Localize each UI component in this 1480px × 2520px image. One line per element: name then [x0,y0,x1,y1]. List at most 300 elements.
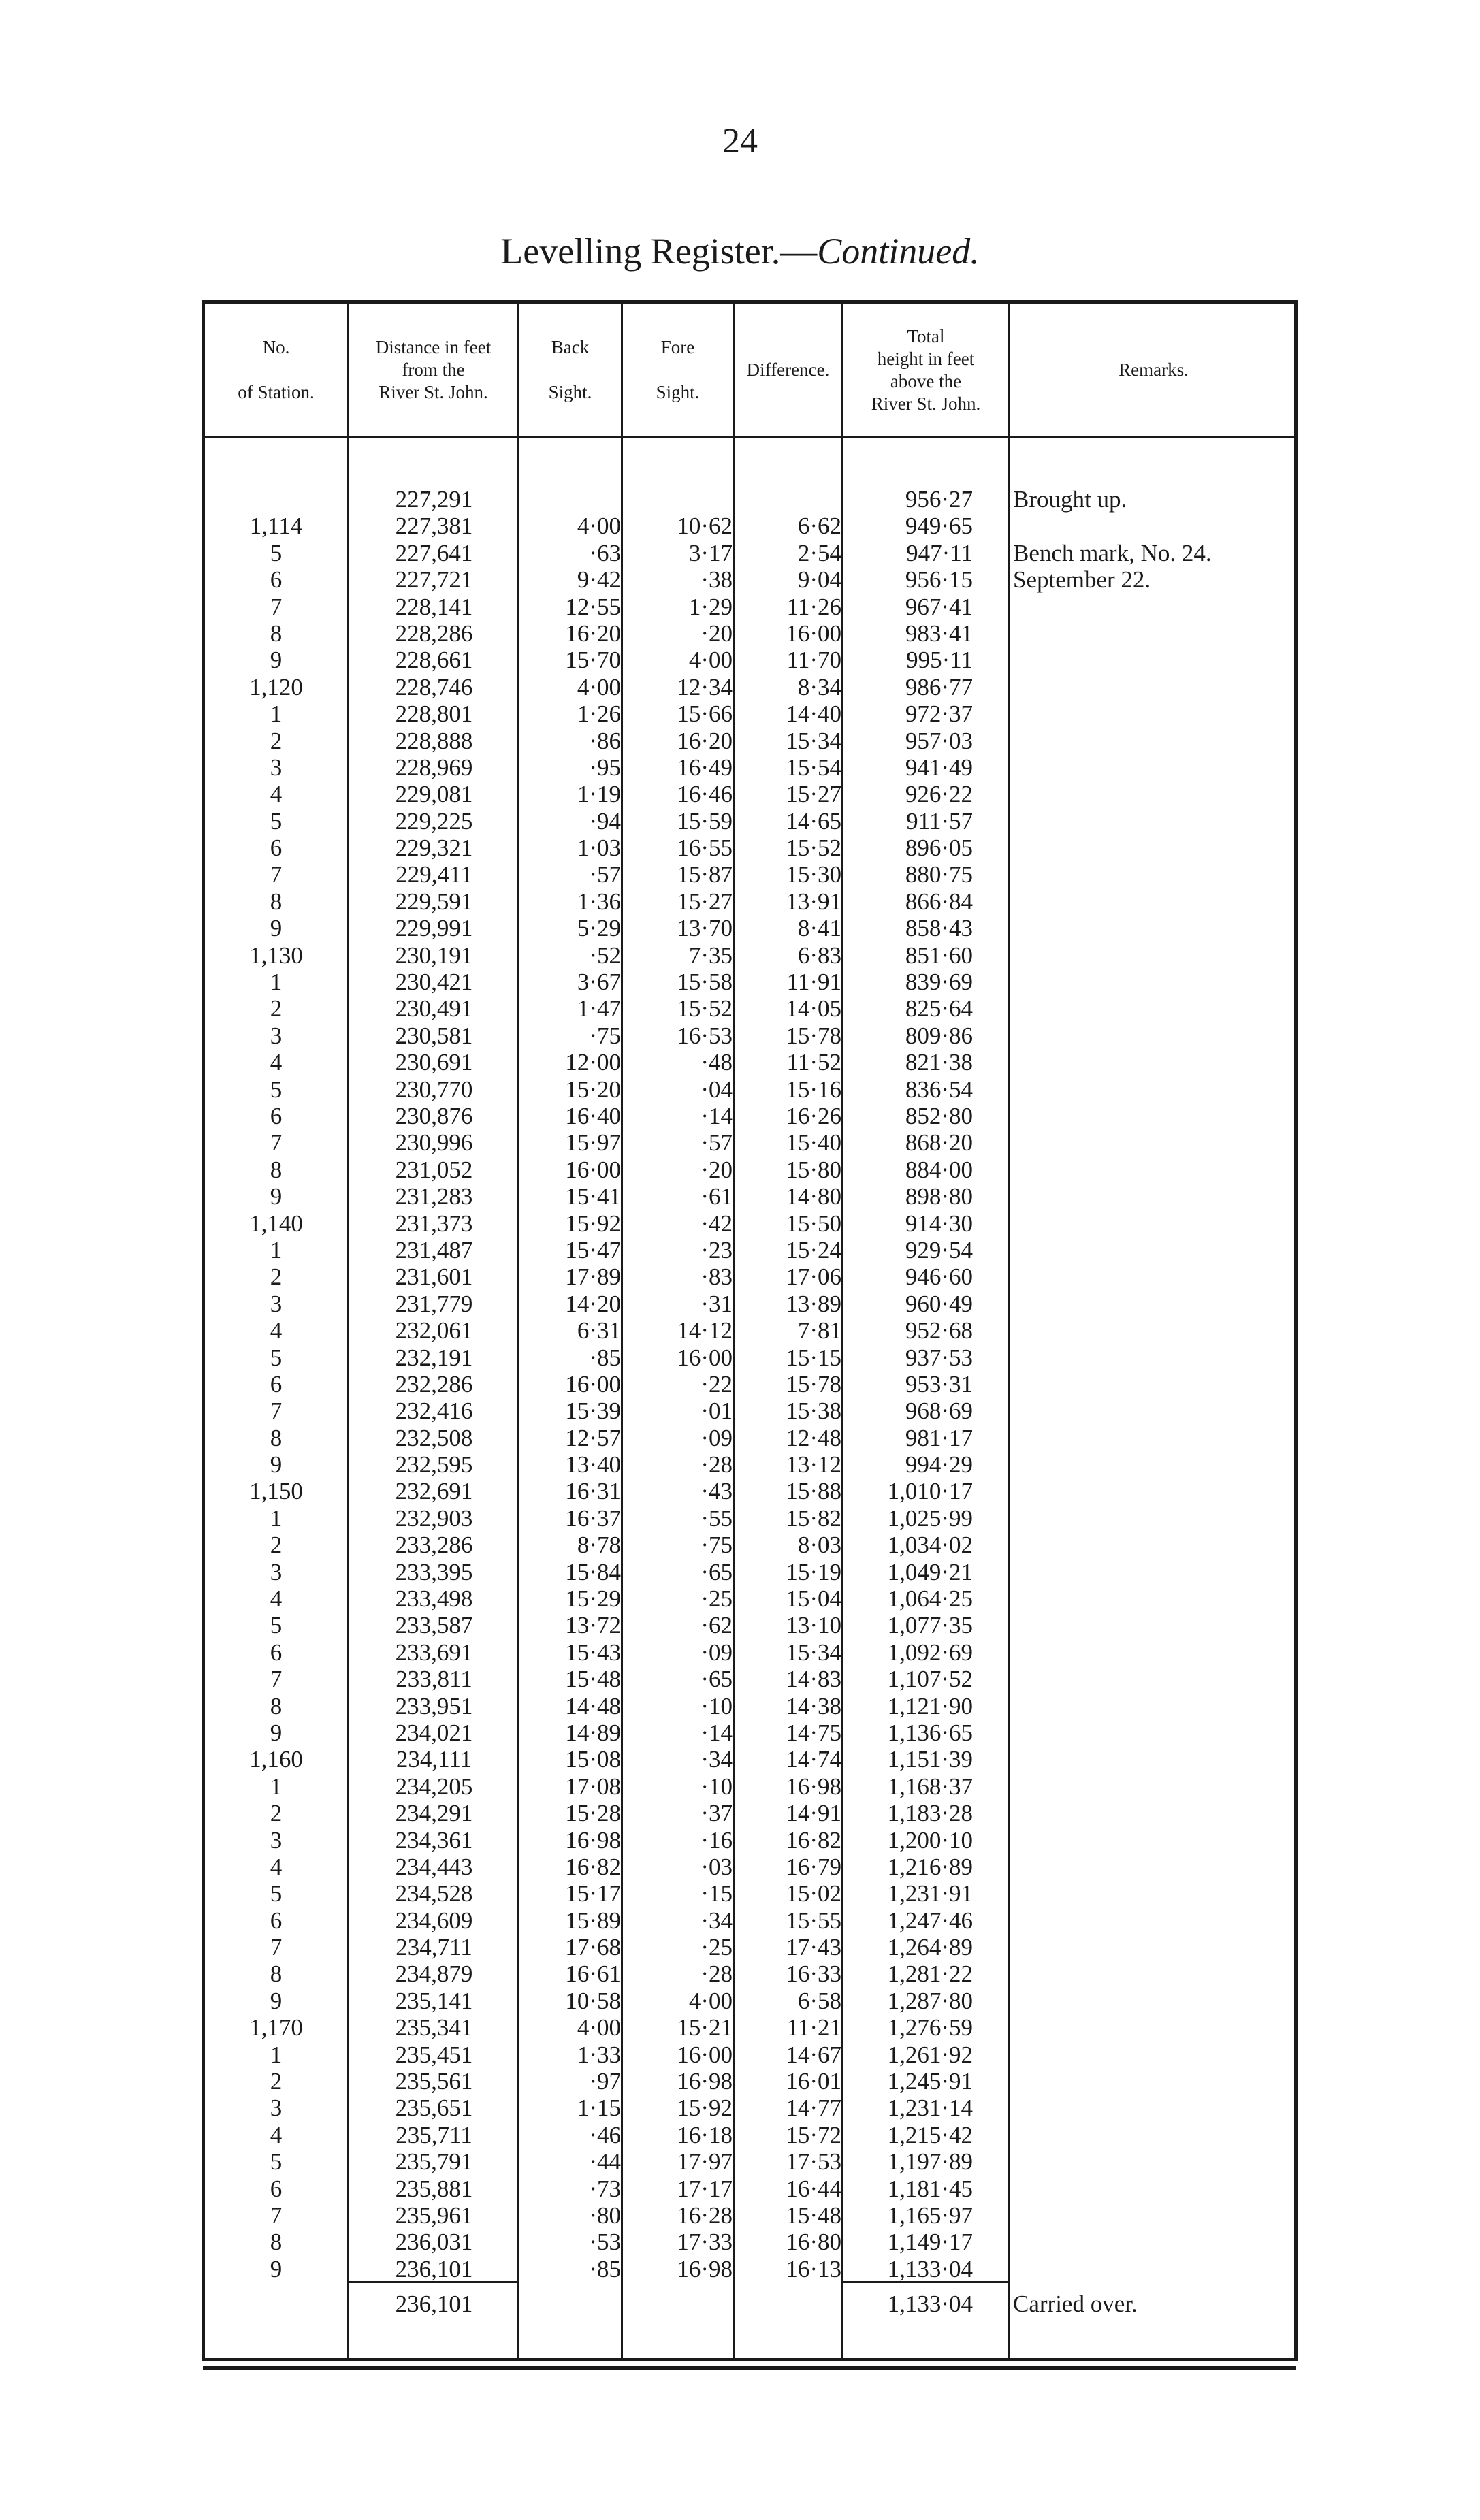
total-height-cell: 1,136·65 [887,1719,973,1746]
distance-cell: 227,721 [395,566,473,594]
fore-sight-cell: ·34 [701,1746,733,1773]
distance-cell: 233,395 [395,1558,473,1585]
total-height-cell: 1,245·91 [887,2068,973,2095]
total-height-cell: 1,287·80 [887,1987,973,2014]
total-height-cell: 1,107·52 [887,1666,973,1693]
distance-cell: 228,801 [395,700,473,728]
difference-cell: 8·03 [797,1532,841,1559]
table-row [205,2176,1297,2202]
table-row [205,1157,1297,1183]
difference-cell: 16·98 [786,1773,841,1800]
fore-sight-cell: ·03 [701,1853,733,1880]
distance-cell: 235,791 [395,2148,473,2176]
distance-cell: 235,141 [395,1987,473,2014]
table-row [205,540,1297,566]
station-number: 5 [270,1344,283,1371]
total-height-cell: 1,281·22 [887,1960,973,1988]
fore-sight-cell: 16·18 [677,2121,733,2148]
station-number: 4 [270,781,283,808]
difference-cell: 16·82 [786,1826,841,1854]
station-number: 1,130 [249,941,303,969]
station-number: 6 [270,835,283,862]
total-height-cell: 825·64 [905,995,973,1022]
total-height-cell: 983·41 [905,619,973,647]
distance-cell: 231,283 [395,1183,473,1210]
total-height-cell: 956·27 [905,486,973,513]
footer-distance: 236,101 [395,2291,473,2317]
total-height-cell: 1,264·89 [887,1934,973,1961]
back-sight-cell: 4·00 [577,673,621,700]
table-row [205,1612,1297,1638]
difference-cell: 14·74 [786,1746,841,1773]
back-sight-cell: 9·42 [577,566,621,594]
difference-cell: 15·02 [786,1880,841,1907]
table-row [205,594,1297,620]
table-row [205,1693,1297,1719]
station-number: 8 [270,888,283,915]
difference-cell: 15·38 [786,1398,841,1425]
distance-cell: 232,508 [395,1424,473,1451]
fore-sight-cell: ·34 [701,1907,733,1934]
fore-sight-cell: 15·58 [677,969,733,996]
difference-cell: 15·34 [786,1638,841,1666]
levelling-register-table [202,300,1298,2361]
fore-sight-cell: ·14 [701,1102,733,1129]
table-row [205,915,1297,941]
difference-cell: 15·78 [786,1022,841,1049]
difference-cell: 15·04 [786,1585,841,1613]
difference-cell: 17·53 [786,2148,841,2176]
distance-cell: 229,081 [395,781,473,808]
table-row [205,995,1297,1022]
back-sight-cell: ·94 [589,807,621,835]
station-number: 1 [270,1236,283,1263]
table-row [205,2229,1297,2255]
fore-sight-cell: ·62 [701,1612,733,1639]
difference-cell: 16·44 [786,2175,841,2202]
distance-cell: 230,491 [395,995,473,1022]
fore-sight-cell: 16·00 [677,1344,733,1371]
fore-sight-cell: ·55 [701,1504,733,1532]
station-number: 4 [270,1853,283,1880]
station-number: 1 [270,1773,283,1800]
back-sight-cell: 15·43 [565,1638,621,1666]
back-sight-cell: 15·84 [565,1558,621,1585]
table-row [205,1237,1297,1263]
back-sight-cell: 12·00 [565,1049,621,1076]
difference-cell: 16·33 [786,1960,841,1988]
difference-cell: 15·34 [786,727,841,754]
back-sight-cell: 15·29 [565,1585,621,1613]
back-sight-cell: 16·82 [565,1853,621,1880]
total-height-cell: 1,049·21 [887,1558,973,1585]
fore-sight-cell: ·31 [701,1290,733,1317]
distance-cell: 230,581 [395,1022,473,1049]
difference-cell: 11·26 [786,593,841,620]
fore-sight-cell: 16·53 [677,1022,733,1049]
distance-cell: 234,291 [395,1800,473,1827]
back-sight-cell: 15·17 [565,1880,621,1907]
distance-cell: 230,421 [395,969,473,996]
difference-cell: 16·01 [786,2068,841,2095]
fore-sight-cell: 15·66 [677,700,733,728]
difference-cell: 15·40 [786,1129,841,1157]
station-number: 8 [270,1692,283,1719]
difference-cell: 13·89 [786,1290,841,1317]
distance-cell: 230,876 [395,1102,473,1129]
back-sight-cell: 14·20 [565,1290,621,1317]
station-number: 7 [270,1934,283,1961]
back-sight-cell: 17·68 [565,1934,621,1961]
difference-cell: 11·91 [786,969,841,996]
distance-cell: 236,101 [395,2255,473,2282]
back-sight-cell: ·46 [589,2121,621,2148]
fore-sight-cell: 15·52 [677,995,733,1022]
station-number: 1,160 [249,1746,303,1773]
distance-cell: 233,811 [396,1666,472,1693]
total-height-cell: 1,077·35 [887,1612,973,1639]
station-number: 1,120 [249,673,303,700]
fore-sight-cell: 16·28 [677,2202,733,2229]
difference-cell: 14·05 [786,995,841,1022]
distance-cell: 233,498 [395,1585,473,1613]
table-row [205,861,1297,888]
station-number: 6 [270,1907,283,1934]
back-sight-cell: 16·31 [565,1478,621,1505]
table-row [205,1210,1297,1237]
back-sight-cell: 12·57 [565,1424,621,1451]
difference-cell: 15·16 [786,1076,841,1103]
total-height-cell: 1,261·92 [887,2041,973,2068]
table-body [205,486,1297,2282]
total-height-cell: 926·22 [905,781,973,808]
back-sight-cell: ·44 [589,2148,621,2176]
distance-cell: 230,770 [395,1076,473,1103]
fore-sight-cell: ·22 [701,1370,733,1398]
difference-cell: 14·83 [786,1666,841,1693]
station-number: 4 [270,1585,283,1613]
back-sight-cell: ·52 [589,941,621,969]
table-row [205,2148,1297,2175]
station-number: 4 [270,2121,283,2148]
back-sight-cell: 15·47 [565,1236,621,1263]
distance-cell: 228,969 [395,754,473,781]
distance-cell: 229,411 [396,861,472,888]
table-row [205,674,1297,700]
back-sight-cell: 15·28 [565,1800,621,1827]
difference-cell: 8·41 [797,915,841,942]
difference-cell: 15·72 [786,2121,841,2148]
distance-cell: 234,609 [395,1907,473,1934]
difference-cell: 11·21 [786,2014,841,2041]
difference-cell: 15·24 [786,1236,841,1263]
table-row [205,1854,1297,1880]
total-height-cell: 1,183·28 [887,1800,973,1827]
fore-sight-cell: 15·27 [677,888,733,915]
station-number: 1,150 [249,1478,303,1505]
station-number: 5 [270,1076,283,1103]
total-height-cell: 898·80 [905,1183,973,1210]
table-row [205,2256,1297,2282]
fore-sight-cell: ·23 [701,1236,733,1263]
table-row [205,1719,1297,1746]
fore-sight-cell: 12·34 [677,673,733,700]
table-row [205,1183,1297,1210]
distance-cell: 228,746 [395,673,473,700]
station-number: 8 [270,619,283,647]
difference-cell: 15·54 [786,754,841,781]
table-row [205,888,1297,915]
back-sight-cell: 1·15 [577,2095,621,2122]
fore-sight-cell: 16·49 [677,754,733,781]
station-number: 9 [270,2255,283,2282]
table-row [205,2041,1297,2068]
table-row [205,1666,1297,1692]
back-sight-cell: ·97 [589,2068,621,2095]
fore-sight-cell: ·09 [701,1638,733,1666]
difference-cell: 15·19 [786,1558,841,1585]
station-number: 8 [270,1156,283,1183]
fore-sight-cell: 15·59 [677,807,733,835]
back-sight-cell: 1·33 [577,2041,621,2068]
distance-cell: 231,373 [395,1210,473,1237]
total-height-cell: 1,168·37 [887,1773,973,1800]
back-sight-cell: ·75 [589,1022,621,1049]
distance-cell: 229,591 [395,888,473,915]
distance-cell: 233,587 [395,1612,473,1639]
difference-cell: 14·75 [786,1719,841,1746]
fore-sight-cell: ·04 [701,1076,733,1103]
distance-cell: 228,286 [395,619,473,647]
station-number: 1 [270,700,283,728]
difference-cell: 15·88 [786,1478,841,1505]
difference-cell: 13·10 [786,1612,841,1639]
distance-cell: 228,888 [395,727,473,754]
fore-sight-cell: ·16 [701,1826,733,1854]
back-sight-cell: 17·89 [565,1263,621,1291]
difference-cell: 6·62 [797,513,841,540]
total-height-cell: 1,276·59 [887,2014,973,2041]
back-sight-cell: 15·48 [565,1666,621,1693]
title-continued: Continued. [817,231,980,272]
total-height-cell: 1,165·97 [887,2202,973,2229]
distance-cell: 233,691 [395,1638,473,1666]
station-number: 5 [270,539,283,566]
distance-cell: 230,191 [395,941,473,969]
distance-cell: 235,711 [396,2121,472,2148]
distance-cell: 229,321 [395,835,473,862]
total-height-cell: 880·75 [905,861,973,888]
header-back-sight: Back Sight. [548,337,592,402]
back-sight-cell: 13·40 [565,1451,621,1479]
table-row [205,1988,1297,2014]
difference-cell: 15·15 [786,1344,841,1371]
total-height-cell: 1,092·69 [887,1638,973,1666]
back-sight-cell: ·85 [589,2255,621,2282]
total-height-cell: 960·49 [905,1290,973,1317]
table-row [205,1317,1297,1344]
fore-sight-cell: 17·97 [677,2148,733,2176]
back-sight-cell: 4·00 [577,2014,621,2041]
total-height-cell: 957·03 [905,727,973,754]
station-number: 9 [270,647,283,674]
distance-cell: 232,286 [395,1370,473,1398]
table-row [205,1451,1297,1478]
fore-sight-cell: ·10 [701,1773,733,1800]
table-row [205,1022,1297,1049]
back-sight-cell: 14·89 [565,1719,621,1746]
fore-sight-cell: 16·55 [677,835,733,862]
fore-sight-cell: 10·62 [677,513,733,540]
station-number: 6 [270,1370,283,1398]
total-height-cell: 809·86 [905,1022,973,1049]
fore-sight-cell: ·25 [701,1934,733,1961]
distance-cell: 231,779 [395,1290,473,1317]
difference-cell: 14·40 [786,700,841,728]
table-row [205,754,1297,781]
total-height-cell: 949·65 [905,513,973,540]
station-number: 5 [270,807,283,835]
distance-cell: 231,601 [395,1263,473,1291]
table-row [205,1344,1297,1371]
fore-sight-cell: ·28 [701,1960,733,1988]
table-row [205,620,1297,647]
difference-cell: 2·54 [797,539,841,566]
back-sight-cell: 5·29 [577,915,621,942]
station-number: 8 [270,1960,283,1988]
back-sight-cell: 15·92 [565,1210,621,1237]
table-row [205,1398,1297,1424]
difference-cell: 16·00 [786,619,841,647]
total-height-cell: 821·38 [905,1049,973,1076]
table-row [205,513,1297,539]
back-sight-cell: 16·00 [565,1156,621,1183]
station-number: 7 [270,861,283,888]
fore-sight-cell: ·38 [701,566,733,594]
total-height-cell: 852·80 [905,1102,973,1129]
table-row [205,2122,1297,2148]
table-row [205,808,1297,835]
fore-sight-cell: 16·98 [677,2255,733,2282]
back-sight-cell: 1·47 [577,995,621,1022]
station-number: 6 [270,566,283,594]
fore-sight-cell: ·42 [701,1210,733,1237]
difference-cell: 16·13 [786,2255,841,2282]
table-row [205,1076,1297,1103]
difference-cell: 7·81 [797,1317,841,1344]
distance-cell: 236,031 [395,2229,473,2256]
station-number: 7 [270,1398,283,1425]
station-number: 2 [270,727,283,754]
table-row [205,1263,1297,1290]
difference-cell: 11·52 [786,1049,841,1076]
distance-cell: 235,451 [395,2041,473,2068]
total-height-cell: 995·11 [906,647,973,674]
distance-cell: 233,286 [395,1532,473,1559]
distance-cell: 235,561 [395,2068,473,2095]
distance-cell: 231,487 [395,1236,473,1263]
footer-total-height: 1,133·04 [887,2291,973,2317]
total-height-cell: 953·31 [905,1370,973,1398]
back-sight-cell: 16·20 [565,619,621,647]
header-station: No. of Station. [238,337,315,402]
total-height-cell: 929·54 [905,1236,973,1263]
station-number: 3 [270,1826,283,1854]
total-height-cell: 981·17 [905,1424,973,1451]
table-row [205,942,1297,969]
station-number: 5 [270,1880,283,1907]
difference-cell: 15·80 [786,1156,841,1183]
table-row [205,2095,1297,2121]
station-number: 4 [270,1317,283,1344]
total-height-cell: 967·41 [905,593,973,620]
back-sight-cell: 15·20 [565,1076,621,1103]
back-sight-cell: 14·48 [565,1692,621,1719]
remarks-cell: Brought up. [1013,486,1127,513]
station-number: 2 [270,2068,283,2095]
back-sight-cell: 6·31 [577,1317,621,1344]
back-sight-cell: 1·19 [577,781,621,808]
fore-sight-cell: ·57 [701,1129,733,1157]
difference-cell: 16·26 [786,1102,841,1129]
distance-cell: 234,205 [395,1773,473,1800]
station-number: 2 [270,1532,283,1559]
fore-sight-cell: 7·35 [688,941,733,969]
back-sight-cell: 15·08 [565,1746,621,1773]
fore-sight-cell: 16·98 [677,2068,733,2095]
difference-cell: 8·34 [797,673,841,700]
fore-sight-cell: 3·17 [688,539,733,566]
fore-sight-cell: ·37 [701,1800,733,1827]
fore-sight-cell: 1·29 [688,593,733,620]
table-row [205,1585,1297,1612]
table-row [205,700,1297,727]
total-height-cell: 1,064·25 [887,1585,973,1613]
fore-sight-cell: 15·21 [677,2014,733,2041]
back-sight-cell: 15·97 [565,1129,621,1157]
fore-sight-cell: ·65 [701,1666,733,1693]
header-fore-sight: Fore Sight. [656,337,700,402]
header-difference: Difference. [746,359,830,380]
table-row [205,1371,1297,1398]
difference-cell: 13·12 [786,1451,841,1479]
station-number: 3 [270,1022,283,1049]
station-number: 9 [270,1719,283,1746]
difference-cell: 6·58 [797,1987,841,2014]
station-number: 3 [270,754,283,781]
table-row [205,1291,1297,1317]
station-number: 4 [270,1049,283,1076]
fore-sight-cell: ·28 [701,1451,733,1479]
distance-cell: 232,903 [395,1504,473,1532]
total-height-cell: 1,181·45 [887,2175,973,2202]
table-row [205,1907,1297,1934]
total-height-cell: 1,216·89 [887,1853,973,1880]
station-number: 2 [270,1800,283,1827]
station-number: 3 [270,1290,283,1317]
back-sight-cell: 16·37 [565,1504,621,1532]
station-number: 6 [270,2175,283,2202]
back-sight-cell: 4·00 [577,513,621,540]
table-row [205,566,1297,593]
back-sight-cell: ·85 [589,1344,621,1371]
header-total-height: Total height in feet above the River St. John. [871,325,981,414]
distance-cell: 232,061 [395,1317,473,1344]
fore-sight-cell: 4·00 [688,647,733,674]
table-row [205,1532,1297,1558]
back-sight-cell: ·53 [589,2229,621,2256]
total-height-cell: 941·49 [905,754,973,781]
